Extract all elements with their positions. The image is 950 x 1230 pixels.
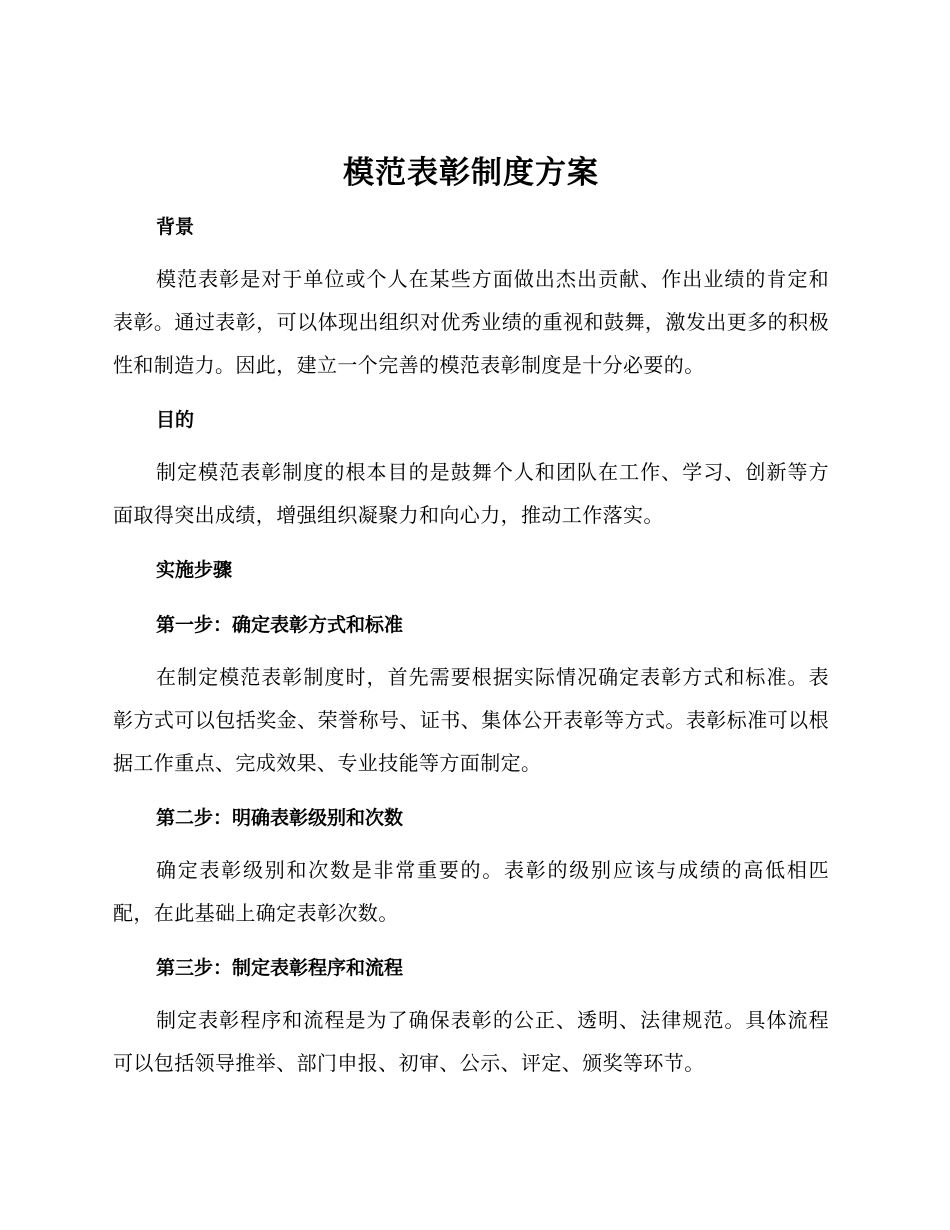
section-heading-step-3: 第三步：制定表彰程序和流程 (156, 957, 404, 979)
document-title: 模范表彰制度方案 (343, 155, 599, 191)
section-heading-step-1: 第一步：确定表彰方式和标准 (156, 614, 404, 636)
paragraph-background: 模范表彰是对于单位或个人在某些方面做出杰出贡献、作出业绩的肯定和表彰。通过表彰，可以体现出组织对优秀业绩的重视和鼓舞，激发出更多的积极性和制造力。因此，建立一个完善的模范表彰制度是十分必要的。 (113, 267, 829, 377)
document-body (113, 150, 829, 1085)
section-heading-implementation-steps: 实施步骤 (156, 559, 233, 581)
section-heading-background: 背景 (156, 216, 195, 238)
paragraph-step-3: 制定表彰程序和流程是为了确保表彰的公正、透明、法律规范。具体流程可以包括领导推举、部门申报、初审、公示、评定、颁奖等环节。 (113, 1008, 829, 1075)
section-heading-step-2: 第二步：明确表彰级别和次数 (156, 807, 404, 829)
paragraph-step-1: 在制定模范表彰制度时，首先需要根据实际情况确定表彰方式和标准。表彰方式可以包括奖金、荣誉称号、证书、集体公开表彰等方式。表彰标准可以根据工作重点、完成效果、专业技能等方面制定。 (113, 665, 829, 775)
paragraph-step-2: 确定表彰级别和次数是非常重要的。表彰的级别应该与成绩的高低相匹配，在此基础上确定表彰次数。 (113, 858, 829, 925)
section-heading-purpose: 目的 (156, 409, 195, 431)
paragraph-purpose: 制定模范表彰制度的根本目的是鼓舞个人和团队在工作、学习、创新等方面取得突出成绩，增强组织凝聚力和向心力，推动工作落实。 (113, 460, 829, 527)
